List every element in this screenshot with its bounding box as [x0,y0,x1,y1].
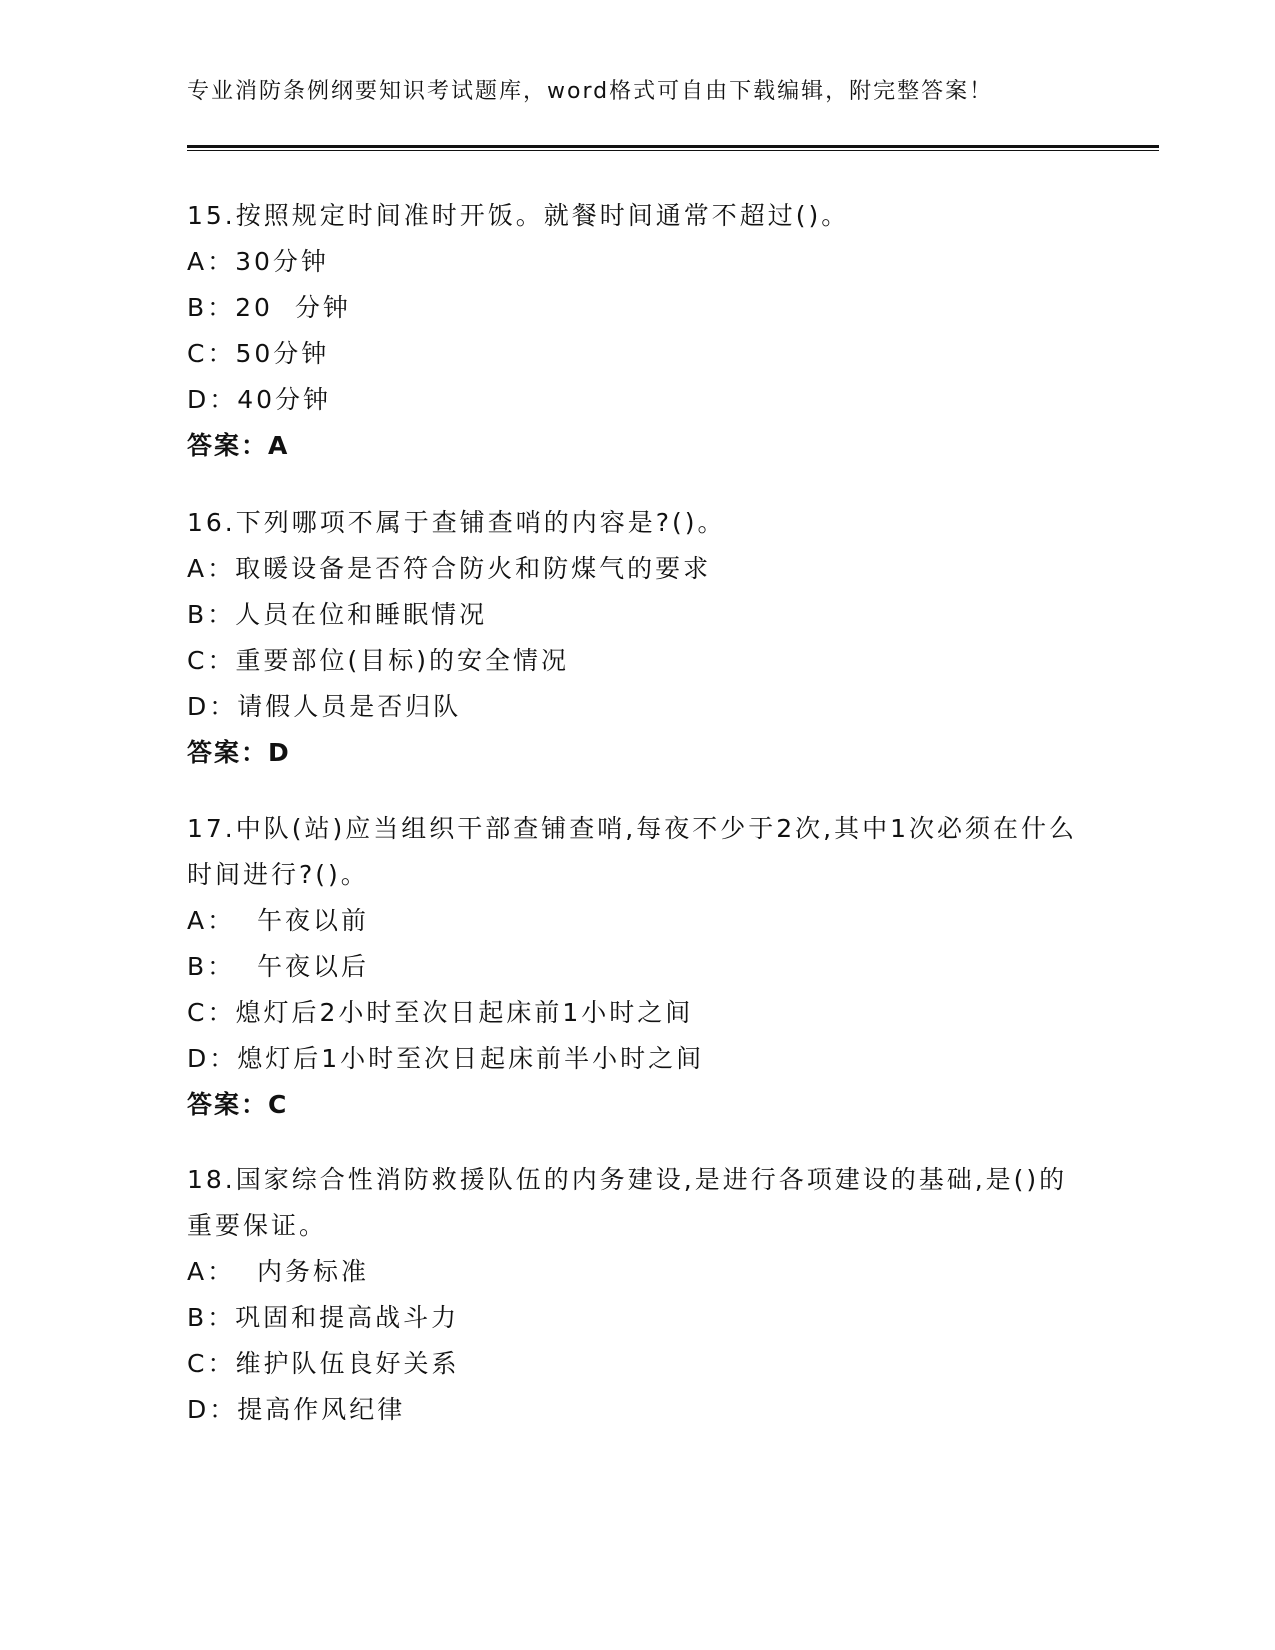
question-stem: 16.下列哪项不属于查铺查哨的内容是?()。 [187,508,726,537]
question-16 [187,500,1087,776]
option-a: A：取暖设备是否符合防火和防煤气的要求 [187,554,712,583]
option-d: D：请假人员是否归队 [187,692,462,721]
header-divider [187,145,1159,148]
question-stem: 18.国家综合性消防救援队伍的内务建设,是进行各项建设的基础,是()的重要保证。 [187,1165,1068,1240]
option-a: A： 午夜以前 [187,906,369,935]
option-b: B：20 分钟 [187,293,351,322]
option-c: C：熄灯后2小时至次日起床前1小时之间 [187,998,694,1027]
question-stem: 17.中队(站)应当组织干部查铺查哨,每夜不少于2次,其中1次必须在什么时间进行?()。 [187,814,1077,889]
option-c: C：重要部位(目标)的安全情况 [187,646,569,675]
option-b: B：巩固和提高战斗力 [187,1303,460,1332]
option-c: C：维护队伍良好关系 [187,1349,460,1378]
header-divider-thin [187,150,1159,151]
option-d: D：提高作风纪律 [187,1395,406,1424]
answer: 答案：C [187,1090,289,1119]
answer: 答案：A [187,431,290,460]
answer: 答案：D [187,738,291,767]
option-c: C：50分钟 [187,339,330,368]
option-a: A： 内务标准 [187,1257,369,1286]
question-stem: 15.按照规定时间准时开饭。就餐时间通常不超过()。 [187,201,850,230]
question-15 [187,193,1087,469]
option-a: A：30分钟 [187,247,329,276]
question-18 [187,1157,1087,1433]
question-17 [187,806,1087,1128]
option-d: D：40分钟 [187,385,332,414]
option-d: D：熄灯后1小时至次日起床前半小时之间 [187,1044,705,1073]
page-header: 专业消防条例纲要知识考试题库，word格式可自由下载编辑，附完整答案！ [187,79,994,104]
option-b: B：人员在位和睡眠情况 [187,600,488,629]
option-b: B： 午夜以后 [187,952,370,981]
